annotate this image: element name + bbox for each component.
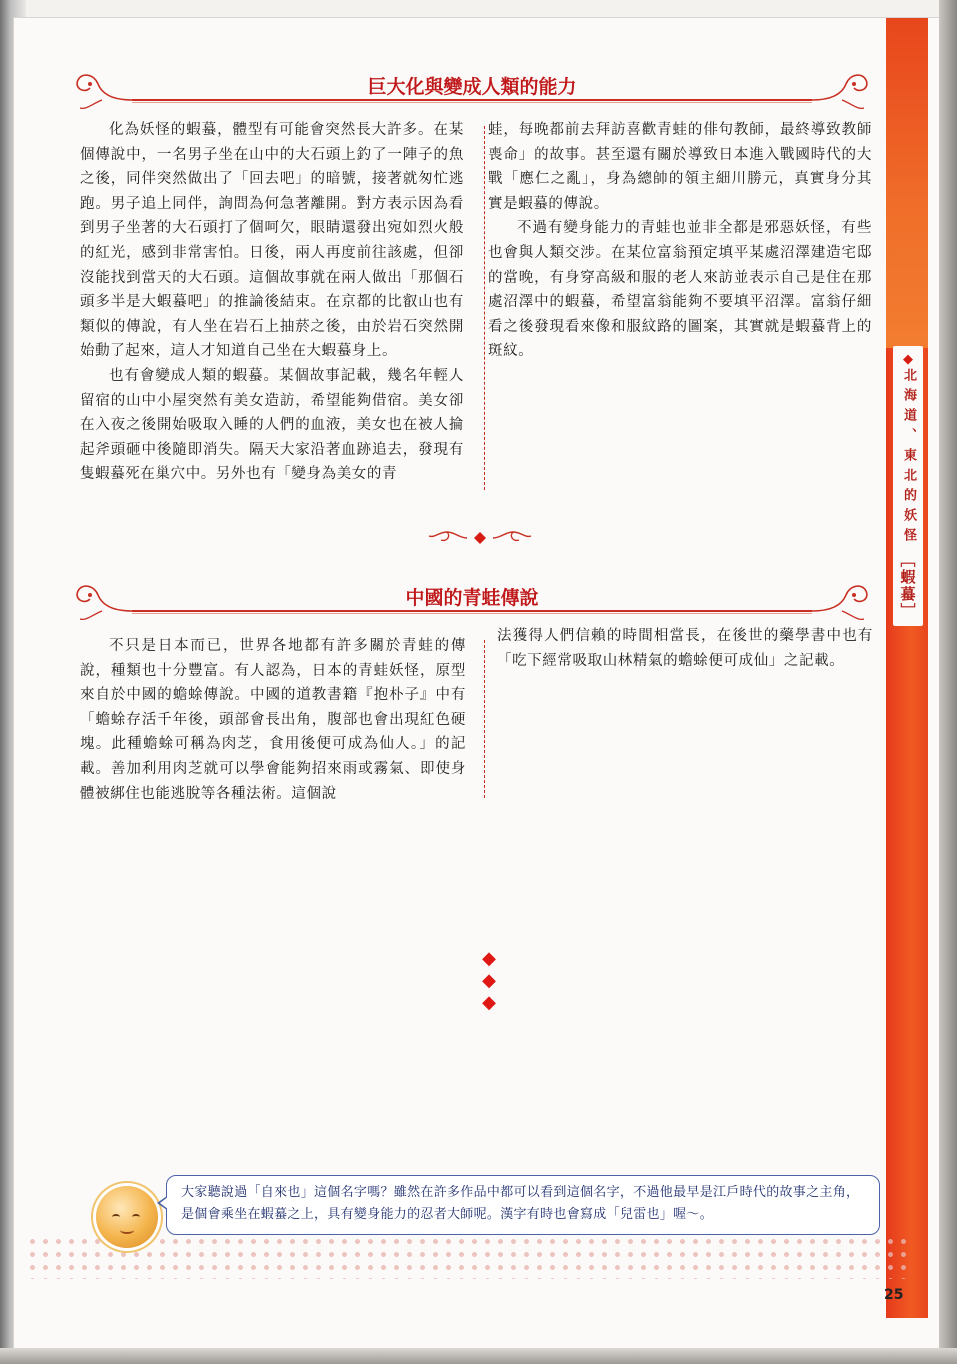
- mascot-eye: [132, 1214, 140, 1220]
- chapter-side-tab: [886, 18, 928, 1318]
- body-paragraph: 不只是日本而已，世界各地都有許多關於青蛙的傳說，種類也十分豐富。有人認為，日本的青蛙妖怪，原型來自於中國的蟾蜍傳說。中國的道教書籍『抱朴子』中有「蟾蜍存活千年後，頭部會長出角，腹部也會出現紅色硬塊。此種蟾蜍可稱為肉芝，食用後便可成為仙人。」的記載。善加利用肉芝就可以學會能夠招來雨或霧氣、即使身體被綁住也能逃脫等各種法術。這個說: [80, 638, 466, 802]
- body-paragraph: 也有會變成人類的蝦蟇。某個故事記載，幾名年輕人留宿的山中小屋突然有美女造訪，希望能夠借宿。美女卻在入夜之後開始吸取入睡的人們的血液，美女也在被人掄起斧頭砸中後隨即消失。隔天大家沿著血跡追去，發現有隻蝦蟇死在巢穴中。另外也有「變身為美女的青: [80, 367, 464, 483]
- page-edge-right: [939, 0, 957, 1364]
- page-edge-bottom: [0, 1348, 957, 1364]
- side-tab-gradient: [886, 18, 928, 348]
- section-header: [72, 64, 872, 114]
- dotted-band: [26, 1235, 906, 1279]
- section1-right-column: [488, 118, 872, 364]
- header-rule: [132, 610, 812, 612]
- section-title: 中國的青蛙傳說: [72, 583, 872, 610]
- flourish-ornament-icon: [802, 575, 872, 625]
- chapter-subject: ［蝦蟇］: [898, 552, 917, 620]
- chapter-name: 北海道、東北的妖怪: [901, 368, 916, 548]
- column-divider: [484, 640, 485, 798]
- column-divider: [484, 126, 485, 490]
- tip-text: 大家聽說過「自來也」這個名字嗎？雖然在許多作品中都可以看到這個名字，不過他最早是江戶時代的故事之主角，是個會乘坐在蝦蟇之上，具有變身能力的忍者大師呢。漢字有時也會寫成「兒雷也」喔～。: [181, 1185, 860, 1222]
- body-paragraph: 法獲得人們信賴的時間相當長，在後世的藥學書中也有「吃下經常吸取山林精氣的蟾蜍便可成仙」之記載。: [497, 628, 873, 669]
- section-separator-ornament-icon: [425, 528, 535, 548]
- section1-left-column: [80, 118, 464, 487]
- section2-left-column: [80, 634, 466, 806]
- section2-right-column: [497, 624, 873, 673]
- mascot-mouth: [120, 1226, 134, 1234]
- diamond-icon: ◆: [903, 352, 913, 367]
- tip-speech-bubble: [166, 1175, 880, 1235]
- mascot-eye: [112, 1214, 120, 1220]
- body-paragraph: 不過有變身能力的青蛙也並非全都是邪惡妖怪，有些也會與人類交涉。在某位富翁預定填平某處沼澤建造宅邸的當晚，有身穿高級和服的老人來訪並表示自己是住在那處沼澤中的蝦蟇，希望富翁能夠不要填平沼澤。富翁仔細看之後發現看來像和服紋路的圖案，其實就是蝦蟇背上的斑紋。: [488, 220, 872, 360]
- header-rule: [132, 99, 812, 101]
- mascot-avatar: [96, 1186, 158, 1248]
- diamond-icon: ◆: [482, 948, 496, 969]
- bubble-pointer-inner: [160, 1197, 168, 1209]
- body-paragraph: 化為妖怪的蝦蟇，體型有可能會突然長大許多。在某個傳說中，一名男子坐在山中的大石頭上釣了一陣子的魚之後，同伴突然做出了「回去吧」的暗號，接著就匆忙逃跑。男子追上同伴，詢問為何急著離開。對方表示因為看到男子坐著的大石頭打了個呵欠，眼睛還發出宛如烈火般的紅光，感到非常害怕。日後，兩人再度前往該處，但卻沒能找到當天的大石頭。這個故事就在兩人做出「那個石頭多半是大蝦蟇吧」的推論後結束。在京都的比叡山也有類似的傳說，有人坐在岩石上抽菸之後，由於岩石突然開始動了起來，這人才知道自己坐在大蝦蟇身上。: [80, 122, 464, 360]
- diamond-icon: ◆: [482, 970, 496, 991]
- end-diamonds: [479, 948, 499, 1014]
- header-rule-thin: [132, 102, 812, 103]
- header-rule-thin: [132, 613, 812, 614]
- diamond-icon: ◆: [482, 992, 496, 1013]
- chapter-side-label: [893, 346, 923, 626]
- page-number: 25: [884, 1287, 904, 1303]
- flourish-ornament-icon: [802, 64, 872, 114]
- body-paragraph: 蛙，每晚都前去拜訪喜歡青蛙的俳句教師，最終導致教師喪命」的故事。甚至還有關於導致日本進入戰國時代的大戰「應仁之亂」，身為總帥的領主細川勝元，真實身分其實是蝦蟇的傳說。: [488, 122, 872, 212]
- section-header: [72, 575, 872, 625]
- section-title: 巨大化與變成人類的能力: [72, 72, 872, 99]
